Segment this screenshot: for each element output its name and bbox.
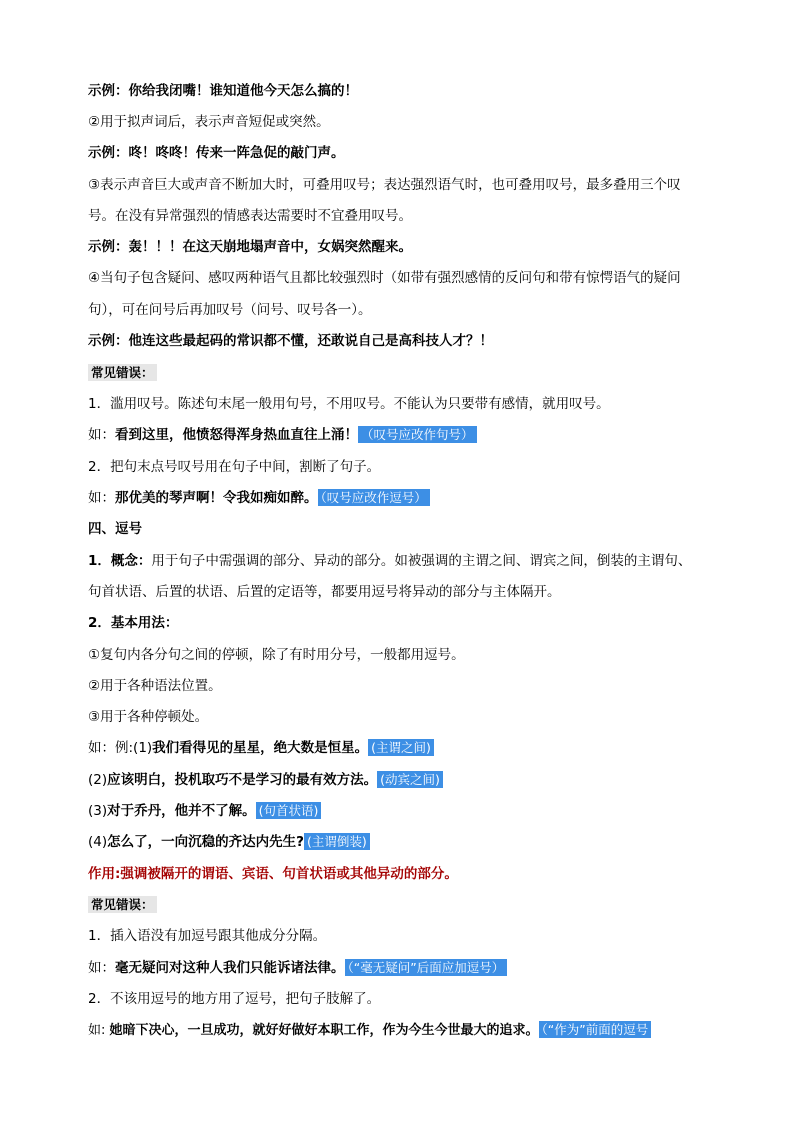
error-example [88, 958, 507, 978]
example-line [88, 832, 370, 852]
example-label: (3) [88, 803, 108, 819]
example-label: 示例： [88, 239, 129, 255]
function-note: 作用:强调被隔开的谓语、宾语、句首状语或其他异动的部分。 [88, 866, 458, 882]
example-label: (4) [88, 834, 108, 850]
grammar-note: (主谓倒装) [304, 833, 370, 850]
error-item: 1．插入语没有加逗号跟其他成分分隔。 [88, 928, 327, 944]
usage-item: ①复句内各分句之间的停顿，除了有时用分号，一般都用逗号。 [88, 647, 465, 663]
section-label: 常见错误： [88, 896, 157, 913]
example-text: 那优美的琴声啊！令我如痴如醉。 [115, 490, 318, 506]
example-text: 轰！！！在这天崩地塌声音中，女娲突然醒来。 [128, 239, 412, 255]
error-item: 2．把句末点号叹号用在句子中间，割断了句子。 [88, 459, 381, 475]
example-label: 如： [88, 490, 115, 506]
example-line [88, 738, 434, 758]
example-text: 怎么了，一向沉稳的齐达内先生? [107, 834, 304, 850]
concept-line-cont: 句首状语、后置的状语、后置的定语等，都要用逗号将异动的部分与主体隔开。 [88, 584, 561, 600]
error-item: 1．滥用叹号。陈述句末尾一般用句号，不用叹号。不能认为只要带有感情，就用叹号。 [88, 396, 610, 412]
grammar-note: (动宾之间) [377, 771, 443, 788]
example-text: 我们看得见的星星，绝大数是恒星。 [152, 740, 369, 756]
example-label: 示例： [88, 83, 129, 99]
usage-item: ②用于拟声词后，表示声音短促或突然。 [88, 114, 330, 130]
example-label: 示例： [88, 333, 129, 349]
error-example [88, 488, 430, 508]
grammar-note: (句首状语) [256, 802, 322, 819]
error-item: 2．不该用逗号的地方用了逗号，把句子肢解了。 [88, 991, 381, 1007]
example-label: 如： [88, 960, 115, 976]
example-label: 如: [88, 1023, 110, 1038]
correction-note: （“毫无疑问”后面应加逗号） [345, 959, 508, 976]
example-line [88, 81, 358, 101]
example-label: 如：例:(1) [88, 740, 153, 756]
example-line [88, 331, 493, 351]
concept-line [88, 551, 691, 571]
common-errors-heading [88, 363, 157, 383]
grammar-note: (主谓之间) [368, 739, 434, 756]
usage-item: ③用于各种停顿处。 [88, 709, 209, 725]
example-line [88, 770, 443, 790]
example-text: 看到这里，他愤怒得浑身热血直往上涌！ [115, 427, 358, 443]
example-line [88, 237, 412, 257]
correction-note: （叹号应改作逗号） [318, 489, 430, 506]
usage-item-cont: 句），可在问号后再加叹号（问号、叹号各一）。 [88, 302, 372, 318]
example-text: 咚！咚咚！传来一阵急促的敲门声。 [128, 145, 345, 161]
example-line [88, 801, 321, 821]
common-errors-heading [88, 895, 157, 915]
example-text: 他连这些最起码的常识都不懂，还敢说自己是高科技人才？！ [128, 333, 493, 349]
example-text: 应该明白，投机取巧不是学习的最有效方法。 [107, 772, 378, 788]
error-example [88, 425, 477, 445]
section-title: 四、逗号 [88, 521, 142, 537]
subsection-title: 2．基本用法： [88, 615, 179, 631]
example-text: 毫无疑问对这种人我们只能诉诸法律。 [115, 960, 345, 976]
example-label: (2) [88, 772, 108, 788]
example-text: 对于乔丹，他并不了解。 [107, 803, 256, 819]
example-label: 示例： [88, 145, 129, 161]
usage-item-cont: 号。在没有异常强烈的情感表达需要时不宜叠用叹号。 [88, 208, 412, 224]
correction-note: （叹号应改作句号） [358, 426, 477, 443]
example-label: 如： [88, 427, 115, 443]
correction-note: （“作为”前面的逗号 [539, 1021, 652, 1038]
error-example [88, 1020, 651, 1041]
concept-text: 用于句子中需强调的部分、异动的部分。如被强调的主谓之间、谓宾之间，倒装的主谓句、 [151, 553, 692, 569]
concept-label: 1．概念： [88, 553, 152, 569]
usage-item: ②用于各种语法位置。 [88, 678, 222, 694]
example-line [88, 143, 345, 163]
usage-item: ③表示声音巨大或声音不断加大时，可叠用叹号；表达强烈语气时，也可叠用叹号，最多叠用三个叹 [88, 177, 681, 193]
usage-item: ④当句子包含疑问、感叹两种语气且都比较强烈时（如带有强烈感情的反问句和带有惊愕语气的疑问 [88, 270, 681, 286]
section-label: 常见错误： [88, 364, 157, 381]
example-text: 你给我闭嘴！谁知道他今天怎么搞的！ [128, 83, 358, 99]
example-text: 她暗下决心，一旦成功，就好好做好本职工作，作为今生今世最大的追求。 [109, 1023, 539, 1038]
